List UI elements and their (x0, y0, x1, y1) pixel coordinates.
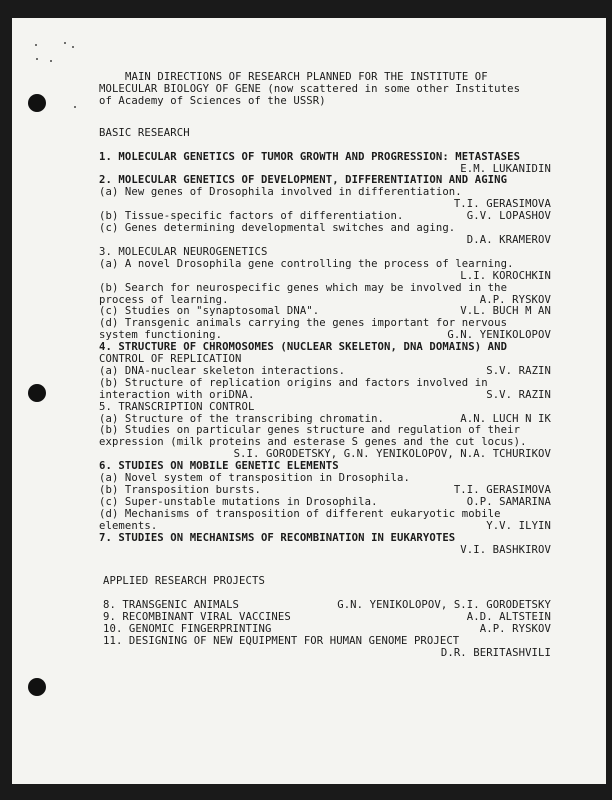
author: G.N. YENIKOLOPOV, S.I. GORODETSKY (337, 599, 551, 612)
section-title: 1. MOLECULAR GENETICS OF TUMOR GROWTH AND PROGRESSION: METASTASES (99, 150, 521, 163)
author: S.V. RAZIN (486, 364, 551, 377)
section-title: 7. STUDIES ON MECHANISMS OF RECOMBINATION IN EUKARYOTES (99, 531, 456, 544)
project-title: 9. RECOMBINANT VIRAL VACCINES (103, 611, 291, 624)
section-title: 5. TRANSCRIPTION CONTROL (99, 400, 255, 413)
section-5: 5. TRANSCRIPTION CONTROL (a) Structure of the transcribing chromatin. A.N. LUCH N IK (b) Studies on particular genes structure and regulation of their expression (milk proteins and esterase S genes and the cut locus). S.I. GORODETSKY, G.N. YENIKOLOPOV, N.A. TCHURIKOV (99, 400, 551, 461)
author: V.L. BUCH M AN (460, 305, 551, 318)
author: A.D. ALTSTEIN (466, 611, 551, 624)
author: D.R. BERITASHVILI (440, 646, 551, 659)
section-3: 3. MOLECULAR NEUROGENETICS (a) A novel Drosophila gene controlling the process of learning. L.I. KOROCHKIN (b) Search for neurospecific genes which may be involved in the process of learning. A.P. RYSKOV (c) Studies on "synaptosomal DNA". V.L. BUCH M AN (d) Transgenic animals carrying the genes important for nervous system functioning. G.N. YENIKOLOPOV (99, 245, 551, 342)
author: L.I. KOROCHKIN (460, 269, 551, 282)
author: T.I. GERASIMOVA (453, 198, 551, 211)
basic-research-heading: BASIC RESEARCH (99, 126, 190, 139)
author: A.P. RYSKOV (479, 293, 551, 306)
applied-projects (99, 600, 551, 660)
applied-research-heading: APPLIED RESEARCH PROJECTS (103, 575, 265, 588)
speck (64, 42, 66, 44)
author: G.N. YENIKOLOPOV (447, 329, 551, 342)
author: G.V. LOPASHOV (466, 210, 551, 223)
punch-hole-top (28, 94, 46, 112)
project-title: 8. TRANSGENIC ANIMALS (103, 599, 240, 612)
project-title: 10. GENOMIC FINGERPRINTING (103, 623, 272, 636)
punch-hole-middle (28, 384, 46, 402)
section-title: 3. MOLECULAR NEUROGENETICS (99, 245, 268, 258)
section-title: 6. STUDIES ON MOBILE GENETIC ELEMENTS (99, 460, 339, 473)
author: S.I. GORODETSKY, G.N. YENIKOLOPOV, N.A. TCHURIKOV (233, 448, 551, 461)
author: A.P. RYSKOV (479, 623, 551, 636)
section-1 (99, 152, 551, 176)
author: S.V. RAZIN (486, 388, 551, 401)
author: V.I. BASHKIROV (460, 543, 551, 556)
speck (35, 44, 37, 46)
section-4: 4. STRUCTURE OF CHROMOSOMES (NUCLEAR SKELETON, DNA DOMAINS) AND CONTROL OF REPLICATION (a) DNA-nuclear skeleton interactions. S.V. RAZIN (b) Structure of replication origins and factors involved in interaction with oriDNA. S.V. RAZIN (99, 341, 551, 401)
speck (50, 60, 52, 62)
author: D.A. KRAMEROV (466, 233, 551, 246)
author: O.P. SAMARINA (466, 495, 551, 508)
author: A.N. LUCH N IK (460, 412, 551, 425)
project-title: 11. DESIGNING OF NEW EQUIPMENT FOR HUMAN GENOME PROJECT (103, 635, 460, 648)
author: E.M. LUKANIDIN (460, 162, 551, 175)
document-title: MAIN DIRECTIONS OF RESEARCH PLANNED FOR THE INSTITUTE OF MOLECULAR BIOLOGY OF GENE (now scattered in some other Institutes of Academy of Sciences of the USSR) (99, 71, 521, 107)
section-title: 2. MOLECULAR GENETICS OF DEVELOPMENT, DIFFERENTIATION AND AGING (99, 174, 508, 187)
section-6: 6. STUDIES ON MOBILE GENETIC ELEMENTS (a) Novel system of transposition in Drosophila. (b) Transposition bursts. T.I. GERASIMOVA (c) Super-unstable mutations in Drosophila. O.P. SAMARINA (d) Mechanisms of transposition of different eukaryotic mobile elements. Y.V. ILYIN (99, 460, 551, 532)
speck (72, 46, 74, 48)
section-title: 4. STRUCTURE OF CHROMOSOMES (NUCLEAR SKELETON, DNA DOMAINS) AND (99, 341, 508, 354)
punch-hole-bottom (28, 678, 46, 696)
section-2: 2. MOLECULAR GENETICS OF DEVELOPMENT, DIFFERENTIATION AND AGING (a) New genes of Drosophila involved in differentiation. T.I. GERASIMOVA (b) Tissue-specific factors of differentiation. G.V. LOPASHOV (c) Genes determining developmental switches and aging. D.A. KRAMEROV (99, 174, 551, 246)
author: T.I. GERASIMOVA (453, 484, 551, 496)
speck (36, 58, 38, 60)
section-7 (99, 533, 551, 557)
author: Y.V. ILYIN (486, 519, 551, 532)
document-body (99, 72, 551, 660)
speck (74, 106, 76, 108)
